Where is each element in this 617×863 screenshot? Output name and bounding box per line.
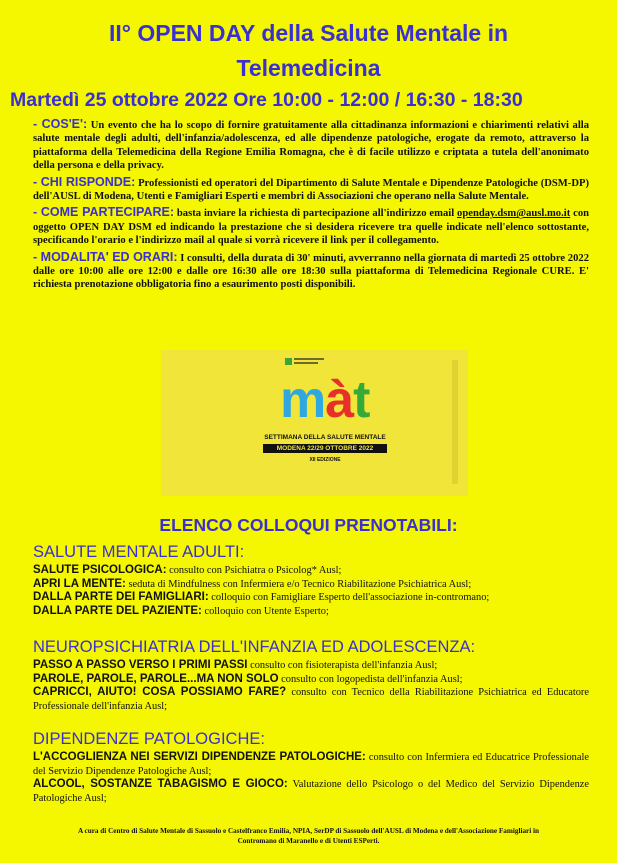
intro-who-text: Professionisti ed operatori del Dipartimento di Salute Mentale e Dipendenze Patologiche (DSM-DP) dell'AUSL di Modena, Utenti e Famigliari Esperti e membri di Associazioni che operano nella Salute Mentale. xyxy=(33,177,589,203)
item-desc: seduta di Mindfulness con Infermiera e/o Tecnico Riabilitazione Psichiatrica Ausl; xyxy=(125,578,472,590)
intro-who xyxy=(33,176,589,204)
item-name: PAROLE, PAROLE, PAROLE...MA NON SOLO xyxy=(33,672,279,685)
poster-edition: XII EDIZIONE xyxy=(309,457,341,463)
footer-credits xyxy=(0,826,617,846)
intro-how xyxy=(33,206,589,247)
section-adults xyxy=(33,543,589,618)
list-title: ELENCO COLLOQUI PRENOTABILI: xyxy=(159,515,458,535)
poster-logo-letter: m xyxy=(280,371,326,429)
poster-side-text xyxy=(452,360,458,484)
intro-times-heading: - MODALITA' ED ORARI: xyxy=(33,249,178,264)
item-desc: colloquio con Utente Esperto; xyxy=(201,605,329,617)
item-name: PASSO A PASSO VERSO I PRIMI PASSI xyxy=(33,659,248,671)
item-name: L'ACCOGLIENZA NEI SERVIZI DIPENDENZE PATOLOGICHE: xyxy=(33,751,366,763)
contact-email-link[interactable]: openday.dsm@ausl.mo.it xyxy=(457,208,571,220)
event-poster xyxy=(161,350,468,496)
intro-what-text: Un evento che ha lo scopo di fornire gratuitamente alla cittadinanza informazioni e chiarimenti relativi alla salute mentale degli adulti, dell'infanzia/adolescenza, ed alle dipendenze patologiche, erogate da remoto, attraverso la piattaforma della Telemedicina della Regione Emilia Romagna, che è di facile utilizzo e criptata a tutela dell'anonimato della persona e della privacy. xyxy=(33,120,590,172)
section-title: SALUTE MENTALE ADULTI: xyxy=(33,543,245,561)
list-item xyxy=(33,578,589,592)
intro-what xyxy=(33,118,589,173)
item-name: ALCOOL, SOSTANZE TABAGISMO E GIOCO: xyxy=(33,778,288,791)
item-desc: consulto con Psichiatra o Psicolog* Ausl; xyxy=(166,565,342,576)
section-title: DIPENDENZE PATOLOGICHE: xyxy=(33,730,265,748)
item-name: APRI LA MENTE: xyxy=(33,577,126,590)
item-name: SALUTE PSICOLOGICA: xyxy=(33,564,167,576)
poster-organizer-logo xyxy=(285,357,325,366)
item-desc: Valutazione dello Psicologo o del Medico del Servizio Dipendenze Patologiche Ausl; xyxy=(33,779,590,804)
page-title-line1: II° OPEN DAY della Salute Mentale in xyxy=(108,20,509,46)
intro-who-heading: - CHI RISPONDE: xyxy=(33,174,136,189)
item-name: CAPRICCI, AIUTO! COSA POSSIAMO FARE? xyxy=(33,686,287,699)
intro-how-heading: - COME PARTECIPARE: xyxy=(33,205,175,220)
item-desc: consulto con Tecnico della Riabilitazione Psichiatrica ed Educatore Professionale dell'infanzia Ausl; xyxy=(33,687,589,712)
item-desc: consulto con fisioterapista dell'infanzia Ausl; xyxy=(247,660,438,671)
intro-times-text: I consulti, della durata di 30' minuti, avverranno nella giornata di martedì 25 ottobre 2022 dalle ore 10:00 alle ore 12:00 e dalle ore 16:30 alle ore 18:30 sulla piattaforma di Telemedicina Regionale CURE. E' richiesta prenotazione obbligatoria fino a esaurimento posti disponibili. xyxy=(33,252,589,291)
list-item xyxy=(33,605,589,619)
list-item xyxy=(33,686,589,713)
item-name: DALLA PARTE DEL PAZIENTE: xyxy=(33,604,202,617)
list-item xyxy=(33,659,589,673)
intro-how-text2: con oggetto OPEN DAY DSM ed indicando la prestazione che si desidera ricevere tra quelle indicate nell'elenco sottostante, specificando l'orario e l'indirizzo mail al quale si vorrà ricevere il link per il collegamento. xyxy=(33,208,590,247)
footer-line: Contromano di Maranello e di Utenti ESPerti. xyxy=(237,837,380,845)
list-item xyxy=(33,673,589,687)
footer-line: A cura di Centro di Salute Mentale di Sassuolo e Castelfranco Emilia, NPIA, SerDP di Sassuolo dell'AUSL di Modena e dell'Associazione Famigliari in xyxy=(77,827,540,835)
poster-dates: MODENA 22/29 OTTOBRE 2022 xyxy=(263,444,387,453)
list-item xyxy=(33,564,589,578)
item-name: DALLA PARTE DEI FAMIGLIARI: xyxy=(33,591,209,604)
poster-logo xyxy=(280,370,370,430)
item-desc: consulto con Infermiera ed Educatrice Professionale del Servizio Dipendenze Patologiche Ausl; xyxy=(33,752,589,777)
intro-section xyxy=(33,118,589,295)
item-desc: consulto con logopedista dell'infanzia Ausl; xyxy=(278,673,463,685)
intro-times xyxy=(33,251,589,292)
event-date: Martedì 25 ottobre 2022 Ore 10:00 - 12:00 / 16:30 - 18:30 xyxy=(10,89,523,111)
list-item xyxy=(33,778,589,805)
list-item xyxy=(33,751,589,778)
poster-logo-letter: à xyxy=(325,371,354,429)
intro-how-text: basta inviare la richiesta di partecipazione all'indirizzo email xyxy=(174,208,458,220)
intro-what-heading: - COS'E': xyxy=(33,117,88,131)
section-title: NEUROPSICHIATRIA DELL'INFANZIA ED ADOLESCENZA: xyxy=(33,638,476,656)
poster-logo-letter: t xyxy=(353,371,370,429)
section-child-neuropsychiatry xyxy=(33,638,589,713)
item-desc: colloquio con Famigliare Esperto dell'associazione in-contromano; xyxy=(208,592,490,604)
poster-subtitle: SETTIMANA DELLA SALUTE MENTALE xyxy=(264,434,386,441)
list-item xyxy=(33,591,589,605)
section-addictions xyxy=(33,730,589,805)
page-title-line2: Telemedicina xyxy=(236,55,381,81)
